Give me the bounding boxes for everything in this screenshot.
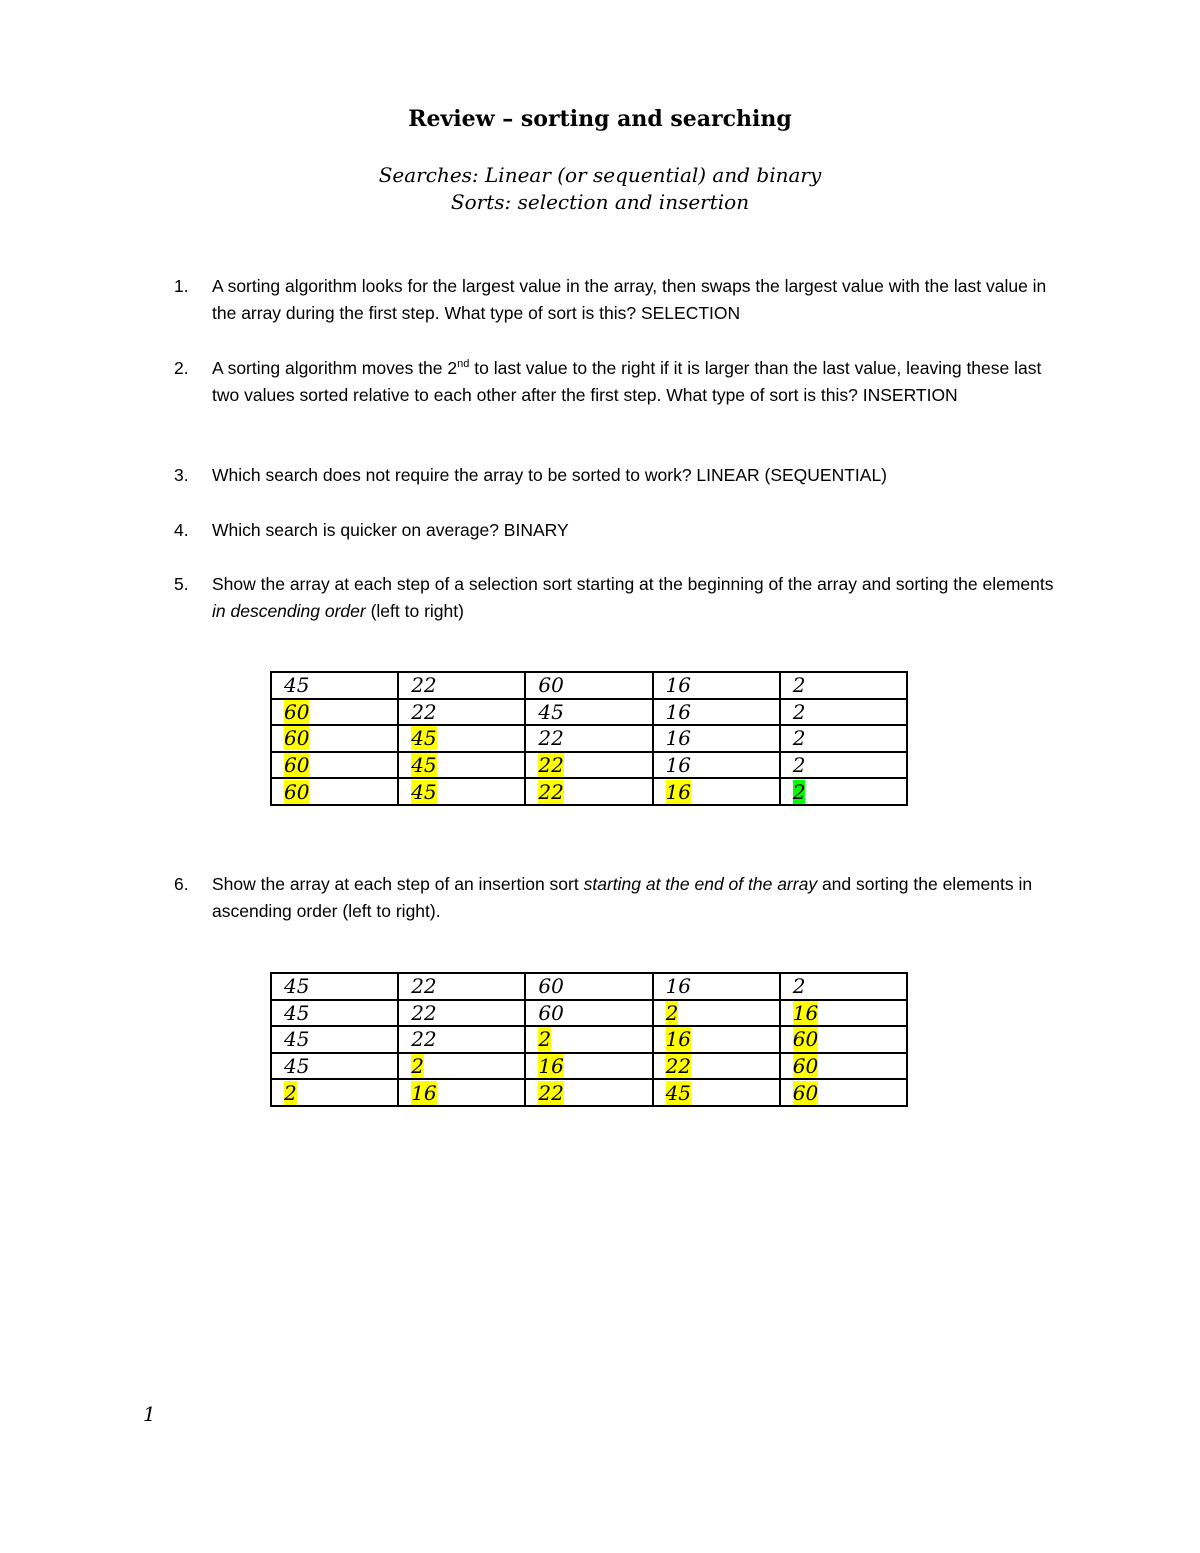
question-text: Which search does not require the array to be sorted to work? LINEAR (SEQUENTIAL) [212, 465, 888, 485]
table-row [271, 1079, 907, 1106]
table-cell: 45 [271, 1026, 398, 1053]
question-number: 5. [174, 574, 189, 594]
table-cell: 60 [271, 778, 398, 805]
table-cell: 60 [780, 1026, 907, 1053]
table-cell: 60 [780, 1079, 907, 1106]
table-cell: 60 [271, 699, 398, 726]
emphasis: in descending order [212, 601, 366, 621]
question-5 [174, 571, 1054, 625]
table-cell: 60 [271, 752, 398, 779]
page-title: Review – sorting and searching [408, 106, 792, 132]
selection-sort-table [270, 671, 908, 806]
table-cell: 45 [398, 725, 525, 752]
table-row [271, 778, 907, 805]
table-row [271, 1000, 907, 1027]
table-cell: 2 [780, 672, 907, 699]
table-cell: 22 [398, 699, 525, 726]
table-cell: 22 [525, 1079, 652, 1106]
page-number: 1 [143, 1402, 156, 1426]
question-number: 3. [174, 465, 189, 485]
table-row [271, 1026, 907, 1053]
table-row [271, 725, 907, 752]
table-cell: 45 [271, 1053, 398, 1080]
table-cell: 16 [653, 973, 780, 1000]
table-cell: 60 [525, 973, 652, 1000]
table-row [271, 1053, 907, 1080]
table-cell: 60 [271, 725, 398, 752]
table-cell: 2 [525, 1026, 652, 1053]
insertion-sort-table [270, 972, 908, 1107]
question-number: 2. [174, 358, 189, 378]
table-cell: 22 [398, 1000, 525, 1027]
table-cell: 22 [525, 778, 652, 805]
table-cell: 2 [780, 699, 907, 726]
table-cell: 2 [398, 1053, 525, 1080]
table-row [271, 699, 907, 726]
question-text: Which search is quicker on average? BINARY [212, 520, 569, 540]
table-cell: 45 [271, 672, 398, 699]
table-cell: 22 [525, 752, 652, 779]
question-4 [174, 517, 1054, 544]
table-cell: 45 [271, 1000, 398, 1027]
table-cell: 16 [653, 699, 780, 726]
table-cell: 22 [525, 725, 652, 752]
table-cell: 22 [398, 973, 525, 1000]
question-3 [174, 462, 1054, 489]
table-cell: 2 [780, 752, 907, 779]
table-cell: 22 [653, 1053, 780, 1080]
table-row [271, 973, 907, 1000]
table-cell: 16 [653, 778, 780, 805]
table-cell: 22 [398, 1026, 525, 1053]
table-cell: 16 [398, 1079, 525, 1106]
question-number: 1. [174, 276, 189, 296]
table-cell: 2 [780, 778, 907, 805]
table-cell: 2 [271, 1079, 398, 1106]
question-text: A sorting algorithm looks for the largest value in the array, then swaps the largest value with the last value in the array during the first step. What type of sort is this? SELECTION [212, 276, 1047, 323]
table-cell: 2 [780, 725, 907, 752]
table-cell: 2 [780, 973, 907, 1000]
subtitle-sorts: Sorts: selection and insertion [450, 190, 750, 214]
table-cell: 2 [653, 1000, 780, 1027]
table-cell: 45 [271, 973, 398, 1000]
table-cell: 22 [398, 672, 525, 699]
question-6 [174, 871, 1054, 925]
subtitle-searches: Searches: Linear (or sequential) and binary [378, 163, 822, 187]
table-cell: 60 [525, 1000, 652, 1027]
table-cell: 60 [525, 672, 652, 699]
ordinal-suffix: nd [457, 358, 470, 371]
table-row [271, 672, 907, 699]
question-text: Show the array at each step of a selection sort starting at the beginning of the array and sorting the elements in descending order (left to right) [212, 574, 1054, 621]
table-cell: 45 [525, 699, 652, 726]
table-cell: 45 [398, 752, 525, 779]
table-cell: 45 [398, 778, 525, 805]
question-text: Show the array at each step of an insertion sort starting at the end of the array and sorting the elements in ascending order (left to right). [212, 874, 1033, 921]
question-text: A sorting algorithm moves the 2nd to last value to the right if it is larger than the last value, leaving these last two values sorted relative to each other after the first step. What type of sort is this? INSERTION [212, 358, 1042, 405]
table-cell: 16 [525, 1053, 652, 1080]
table-cell: 16 [653, 1026, 780, 1053]
question-number: 6. [174, 874, 189, 894]
table-cell: 60 [780, 1053, 907, 1080]
table-cell: 45 [653, 1079, 780, 1106]
table-cell: 16 [653, 672, 780, 699]
table-row [271, 752, 907, 779]
table-cell: 16 [653, 752, 780, 779]
question-2 [174, 355, 1054, 409]
question-number: 4. [174, 520, 189, 540]
emphasis: starting at the end of the array [583, 874, 818, 894]
table-cell: 16 [653, 725, 780, 752]
table-cell: 16 [780, 1000, 907, 1027]
question-1 [174, 273, 1054, 327]
